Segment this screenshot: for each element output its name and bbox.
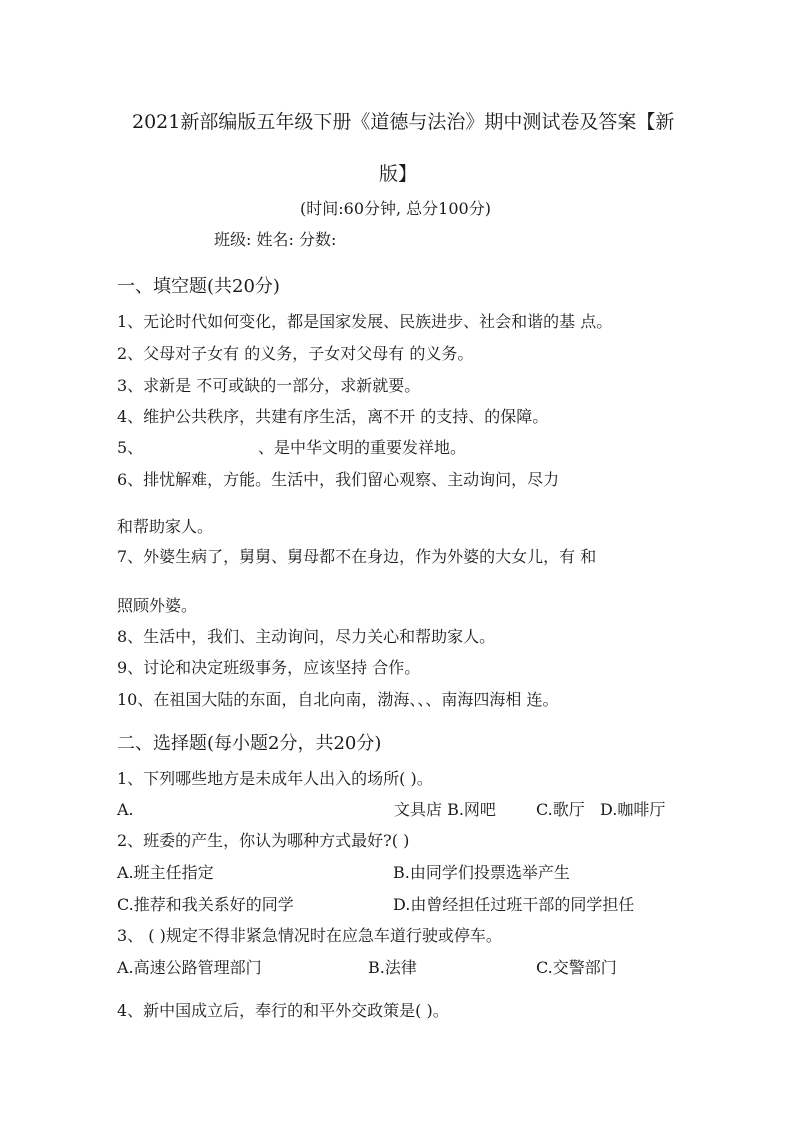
section-fill-blank-heading: 一、填空题(共20分) [117, 276, 280, 297]
question-2-option-d: D.由曾经担任过班干部的同学担任 [393, 895, 635, 914]
question-4: 4、新中国成立后，奉行的和平外交政策是( )。 [117, 1001, 449, 1020]
question-3-option-c: C.交警部门 [536, 958, 617, 977]
question-2: 2、班委的产生，你认为哪种方式最好?( ) [117, 831, 410, 850]
question-2-option-a: A.班主任指定 [117, 863, 214, 882]
document-title-line1: 2021新部编版五年级下册《道德与法治》期中测试卷及答案【新 [132, 111, 675, 133]
list-item: 4、维护公共秩序，共建有序生活，离不开 的支持、的保障。 [117, 407, 549, 426]
question-2-option-c: C.推荐和我关系好的同学 [117, 895, 294, 914]
list-item: 10、在祖国大陆的东面，自北向南，渤海、、、南海四海相 连。 [117, 690, 559, 709]
section-choice-heading: 二、选择题(每小题2分，共20分) [117, 733, 382, 754]
question-1-option-c: C.歌厅 [536, 800, 585, 819]
list-item: 7、外婆生病了，舅舅、舅母都不在身边，作为外婆的大女儿，有 和 [117, 547, 597, 566]
list-item: 、是中华文明的重要发祥地。 [258, 438, 467, 457]
exam-meta: (时间:60分钟, 总分100分) [300, 199, 491, 218]
student-fields: 班级: 姓名: 分数: [214, 230, 337, 249]
list-item: 1、无论时代如何变化，都是国家发展、民族进步、社会和谐的基 点。 [117, 312, 613, 331]
list-item: 照顾外婆。 [117, 596, 198, 615]
list-item: 9、讨论和决定班级事务，应该坚持 合作。 [117, 658, 421, 677]
list-item: 5、 [117, 438, 144, 457]
list-item: 和帮助家人。 [117, 517, 214, 536]
list-item: 6、排忧解难，方能。生活中，我们留心观察、主动询问，尽力 [117, 470, 560, 489]
list-item: 8、生活中，我们、主动询问，尽力关心和帮助家人。 [117, 627, 496, 646]
question-1-option-d: D.咖啡厅 [600, 800, 666, 819]
question-1-option-a: A. [117, 800, 134, 819]
question-1-option-a-b: 文具店 B.网吧 [394, 800, 496, 819]
document-title-line2: 版】 [379, 163, 418, 185]
list-item: 3、求新是 不可或缺的一部分，求新就要。 [117, 376, 421, 395]
list-item: 2、父母对子女有 的义务，子女对父母有 的义务。 [117, 344, 474, 363]
question-2-option-b: B.由同学们投票选举产生 [393, 863, 570, 882]
question-3: 3、 ( )规定不得非紧急情况时在应急车道行驶或停车。 [117, 926, 502, 945]
question-3-option-b: B.法律 [368, 958, 417, 977]
question-1: 1、下列哪些地方是未成年人出入的场所( )。 [117, 769, 433, 788]
question-3-option-a: A.高速公路管理部门 [117, 958, 262, 977]
